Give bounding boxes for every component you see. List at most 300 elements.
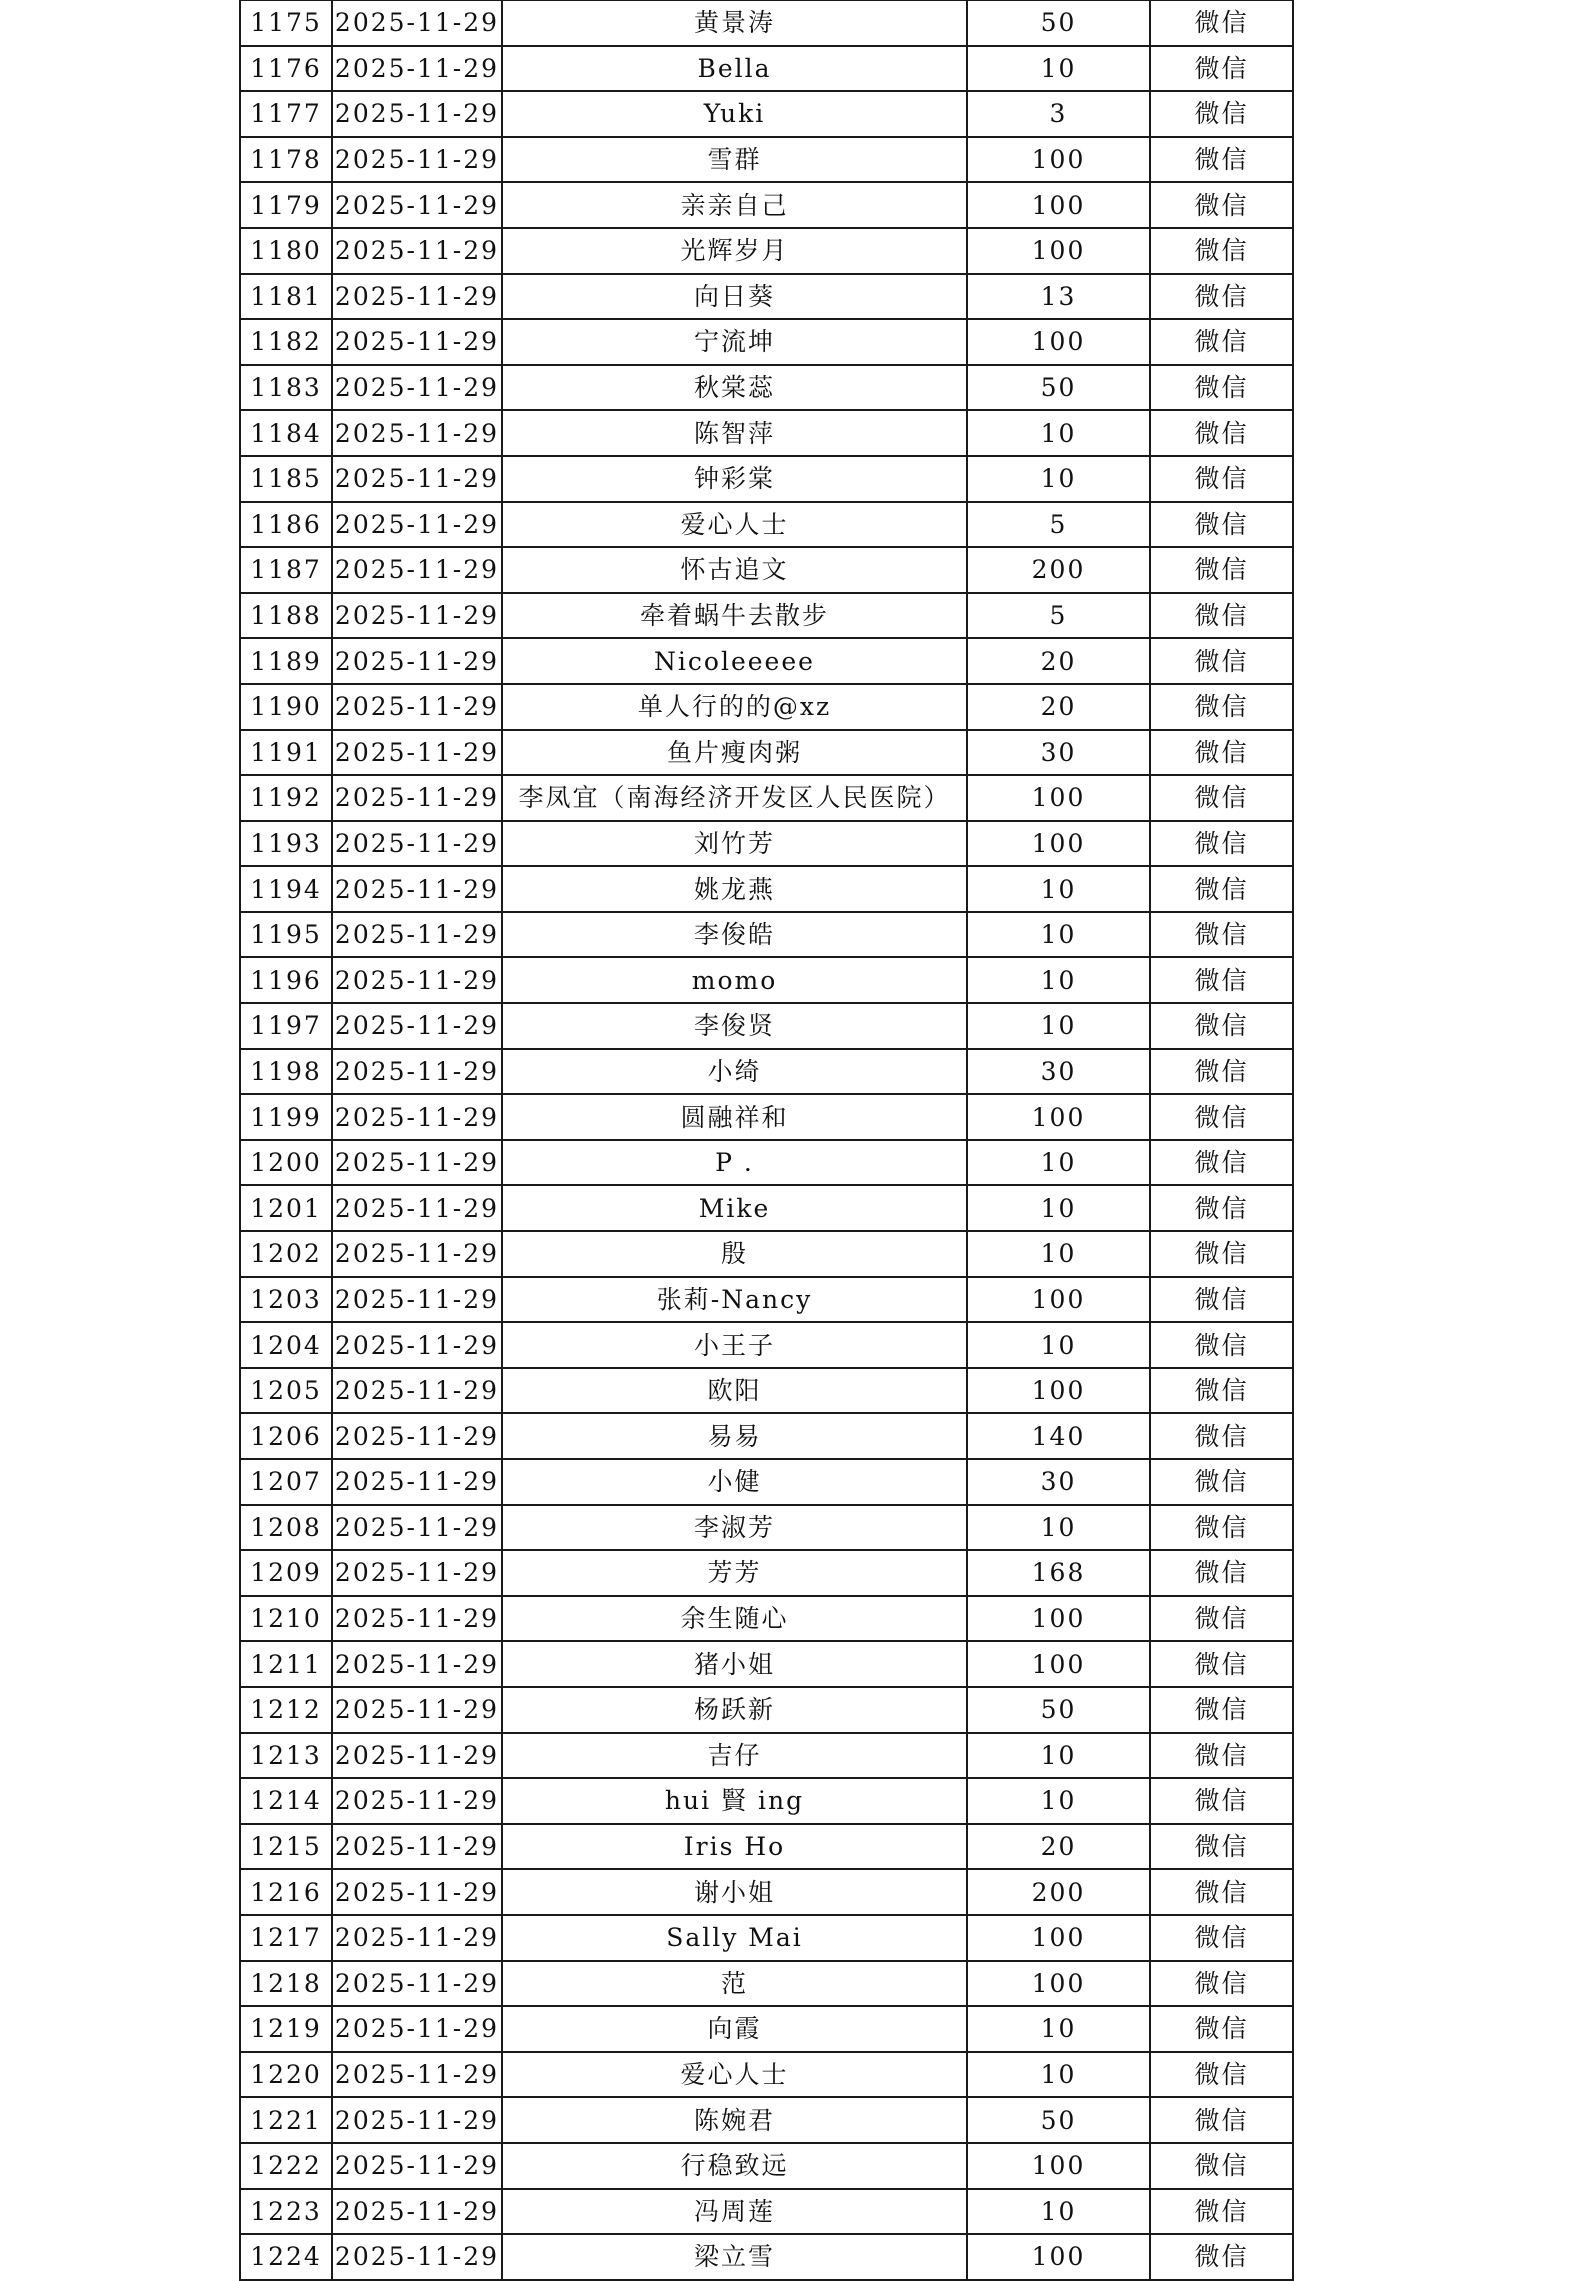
donor-name-cell: 怀古追文 [502, 547, 967, 593]
date-cell: 2025-11-29 [332, 1, 502, 46]
table-row [240, 866, 1293, 912]
donor-name-cell: 鱼片瘦肉粥 [502, 730, 967, 776]
amount-cell: 100 [967, 1094, 1150, 1140]
amount-cell: 13 [967, 274, 1150, 320]
donor-name-cell: Mike [502, 1185, 967, 1231]
donor-name-cell: 冯周莲 [502, 2189, 967, 2235]
amount-cell: 10 [967, 1231, 1150, 1277]
payment-channel-cell: 微信 [1150, 2143, 1293, 2189]
date-cell: 2025-11-29 [332, 1049, 502, 1095]
payment-channel-cell: 微信 [1150, 502, 1293, 548]
table-row [240, 91, 1293, 137]
payment-channel-cell: 微信 [1150, 91, 1293, 137]
date-cell: 2025-11-29 [332, 228, 502, 274]
row-number-cell: 1209 [240, 1550, 332, 1596]
table-row [240, 730, 1293, 776]
amount-cell: 10 [967, 46, 1150, 92]
date-cell: 2025-11-29 [332, 319, 502, 365]
date-cell: 2025-11-29 [332, 1231, 502, 1277]
payment-channel-cell: 微信 [1150, 46, 1293, 92]
row-number-cell: 1212 [240, 1687, 332, 1733]
donor-name-cell: 宁流坤 [502, 319, 967, 365]
date-cell: 2025-11-29 [332, 684, 502, 730]
row-number-cell: 1216 [240, 1869, 332, 1915]
date-cell: 2025-11-29 [332, 547, 502, 593]
row-number-cell: 1206 [240, 1413, 332, 1459]
amount-cell: 30 [967, 1459, 1150, 1505]
row-number-cell: 1221 [240, 2097, 332, 2143]
row-number-cell: 1222 [240, 2143, 332, 2189]
row-number-cell: 1180 [240, 228, 332, 274]
table-row [240, 547, 1293, 593]
table-row [240, 1368, 1293, 1414]
date-cell: 2025-11-29 [332, 365, 502, 411]
donor-name-cell: 李俊皓 [502, 912, 967, 958]
row-number-cell: 1223 [240, 2189, 332, 2235]
amount-cell: 30 [967, 1049, 1150, 1095]
table-row [240, 1185, 1293, 1231]
table-row [240, 1003, 1293, 1049]
row-number-cell: 1213 [240, 1733, 332, 1779]
date-cell: 2025-11-29 [332, 866, 502, 912]
donor-name-cell: 陈智萍 [502, 410, 967, 456]
date-cell: 2025-11-29 [332, 2189, 502, 2235]
donor-name-cell: 行稳致远 [502, 2143, 967, 2189]
row-number-cell: 1197 [240, 1003, 332, 1049]
payment-channel-cell: 微信 [1150, 1869, 1293, 1915]
donor-name-cell: P . [502, 1140, 967, 1186]
amount-cell: 50 [967, 2097, 1150, 2143]
payment-channel-cell: 微信 [1150, 1322, 1293, 1368]
date-cell: 2025-11-29 [332, 1322, 502, 1368]
amount-cell: 100 [967, 2234, 1150, 2280]
payment-channel-cell: 微信 [1150, 1231, 1293, 1277]
row-number-cell: 1198 [240, 1049, 332, 1095]
table-row [240, 319, 1293, 365]
donor-name-cell: 姚龙燕 [502, 866, 967, 912]
row-number-cell: 1211 [240, 1641, 332, 1687]
payment-channel-cell: 微信 [1150, 1915, 1293, 1961]
row-number-cell: 1220 [240, 2052, 332, 2098]
amount-cell: 140 [967, 1413, 1150, 1459]
donation-table-body [240, 1, 1293, 2280]
row-number-cell: 1185 [240, 456, 332, 502]
table-row [240, 1140, 1293, 1186]
amount-cell: 100 [967, 319, 1150, 365]
date-cell: 2025-11-29 [332, 1869, 502, 1915]
payment-channel-cell: 微信 [1150, 2234, 1293, 2280]
payment-channel-cell: 微信 [1150, 456, 1293, 502]
donor-name-cell: 易易 [502, 1413, 967, 1459]
date-cell: 2025-11-29 [332, 2097, 502, 2143]
payment-channel-cell: 微信 [1150, 1094, 1293, 1140]
table-row [240, 1824, 1293, 1870]
table-row [240, 1459, 1293, 1505]
amount-cell: 50 [967, 1, 1150, 46]
amount-cell: 100 [967, 182, 1150, 228]
payment-channel-cell: 微信 [1150, 1596, 1293, 1642]
amount-cell: 100 [967, 821, 1150, 867]
date-cell: 2025-11-29 [332, 730, 502, 776]
amount-cell: 10 [967, 2189, 1150, 2235]
date-cell: 2025-11-29 [332, 1824, 502, 1870]
row-number-cell: 1224 [240, 2234, 332, 2280]
amount-cell: 10 [967, 912, 1150, 958]
date-cell: 2025-11-29 [332, 1961, 502, 2007]
donor-name-cell: 余生随心 [502, 1596, 967, 1642]
donor-name-cell: 圆融祥和 [502, 1094, 967, 1140]
payment-channel-cell: 微信 [1150, 1049, 1293, 1095]
date-cell: 2025-11-29 [332, 1687, 502, 1733]
date-cell: 2025-11-29 [332, 1505, 502, 1551]
donor-name-cell: 猪小姐 [502, 1641, 967, 1687]
table-row [240, 1, 1293, 46]
donor-name-cell: 李淑芳 [502, 1505, 967, 1551]
table-row [240, 2234, 1293, 2280]
donor-name-cell: 吉仔 [502, 1733, 967, 1779]
donor-name-cell: 秋棠蕊 [502, 365, 967, 411]
donor-name-cell: Yuki [502, 91, 967, 137]
donor-name-cell: Iris Ho [502, 1824, 967, 1870]
payment-channel-cell: 微信 [1150, 1277, 1293, 1323]
payment-channel-cell: 微信 [1150, 1824, 1293, 1870]
table-row [240, 410, 1293, 456]
amount-cell: 100 [967, 1596, 1150, 1642]
amount-cell: 100 [967, 1368, 1150, 1414]
date-cell: 2025-11-29 [332, 2143, 502, 2189]
table-row [240, 182, 1293, 228]
table-row [240, 912, 1293, 958]
date-cell: 2025-11-29 [332, 46, 502, 92]
amount-cell: 100 [967, 775, 1150, 821]
donor-name-cell: 芳芳 [502, 1550, 967, 1596]
date-cell: 2025-11-29 [332, 2052, 502, 2098]
date-cell: 2025-11-29 [332, 410, 502, 456]
amount-cell: 200 [967, 547, 1150, 593]
donor-name-cell: 小王子 [502, 1322, 967, 1368]
payment-channel-cell: 微信 [1150, 319, 1293, 365]
table-row [240, 2143, 1293, 2189]
amount-cell: 10 [967, 2052, 1150, 2098]
row-number-cell: 1181 [240, 274, 332, 320]
amount-cell: 200 [967, 1869, 1150, 1915]
amount-cell: 100 [967, 1961, 1150, 2007]
payment-channel-cell: 微信 [1150, 1505, 1293, 1551]
donation-table [239, 0, 1294, 2281]
date-cell: 2025-11-29 [332, 274, 502, 320]
payment-channel-cell: 微信 [1150, 1140, 1293, 1186]
payment-channel-cell: 微信 [1150, 638, 1293, 684]
table-row [240, 456, 1293, 502]
date-cell: 2025-11-29 [332, 821, 502, 867]
payment-channel-cell: 微信 [1150, 1550, 1293, 1596]
table-row [240, 2097, 1293, 2143]
table-row [240, 1915, 1293, 1961]
table-row [240, 775, 1293, 821]
row-number-cell: 1182 [240, 319, 332, 365]
row-number-cell: 1215 [240, 1824, 332, 1870]
amount-cell: 20 [967, 638, 1150, 684]
donor-name-cell: Bella [502, 46, 967, 92]
donor-name-cell: 刘竹芳 [502, 821, 967, 867]
date-cell: 2025-11-29 [332, 1185, 502, 1231]
row-number-cell: 1218 [240, 1961, 332, 2007]
row-number-cell: 1190 [240, 684, 332, 730]
donor-name-cell: 黄景涛 [502, 1, 967, 46]
date-cell: 2025-11-29 [332, 1915, 502, 1961]
date-cell: 2025-11-29 [332, 2234, 502, 2280]
row-number-cell: 1193 [240, 821, 332, 867]
amount-cell: 30 [967, 730, 1150, 776]
payment-channel-cell: 微信 [1150, 866, 1293, 912]
payment-channel-cell: 微信 [1150, 365, 1293, 411]
date-cell: 2025-11-29 [332, 1550, 502, 1596]
date-cell: 2025-11-29 [332, 638, 502, 684]
table-row [240, 1641, 1293, 1687]
table-row [240, 1322, 1293, 1368]
payment-channel-cell: 微信 [1150, 684, 1293, 730]
table-row [240, 1049, 1293, 1095]
date-cell: 2025-11-29 [332, 1596, 502, 1642]
date-cell: 2025-11-29 [332, 957, 502, 1003]
amount-cell: 10 [967, 957, 1150, 1003]
amount-cell: 10 [967, 1003, 1150, 1049]
amount-cell: 10 [967, 1733, 1150, 1779]
table-row [240, 2006, 1293, 2052]
row-number-cell: 1175 [240, 1, 332, 46]
date-cell: 2025-11-29 [332, 1641, 502, 1687]
amount-cell: 100 [967, 228, 1150, 274]
payment-channel-cell: 微信 [1150, 228, 1293, 274]
amount-cell: 10 [967, 1185, 1150, 1231]
donor-name-cell: 单人行的的@xz [502, 684, 967, 730]
table-row [240, 1687, 1293, 1733]
payment-channel-cell: 微信 [1150, 1413, 1293, 1459]
row-number-cell: 1186 [240, 502, 332, 548]
amount-cell: 100 [967, 1915, 1150, 1961]
amount-cell: 50 [967, 365, 1150, 411]
donor-name-cell: 李俊贤 [502, 1003, 967, 1049]
row-number-cell: 1217 [240, 1915, 332, 1961]
amount-cell: 10 [967, 866, 1150, 912]
date-cell: 2025-11-29 [332, 912, 502, 958]
date-cell: 2025-11-29 [332, 1003, 502, 1049]
table-row [240, 137, 1293, 183]
row-number-cell: 1196 [240, 957, 332, 1003]
date-cell: 2025-11-29 [332, 593, 502, 639]
row-number-cell: 1205 [240, 1368, 332, 1414]
amount-cell: 20 [967, 684, 1150, 730]
date-cell: 2025-11-29 [332, 1413, 502, 1459]
donor-name-cell: 小健 [502, 1459, 967, 1505]
date-cell: 2025-11-29 [332, 182, 502, 228]
donor-name-cell: 牵着蜗牛去散步 [502, 593, 967, 639]
table-row [240, 2189, 1293, 2235]
donor-name-cell: 欧阳 [502, 1368, 967, 1414]
row-number-cell: 1178 [240, 137, 332, 183]
date-cell: 2025-11-29 [332, 1277, 502, 1323]
payment-channel-cell: 微信 [1150, 410, 1293, 456]
row-number-cell: 1184 [240, 410, 332, 456]
payment-channel-cell: 微信 [1150, 2189, 1293, 2235]
row-number-cell: 1207 [240, 1459, 332, 1505]
row-number-cell: 1214 [240, 1778, 332, 1824]
donor-name-cell: 张莉-Nancy [502, 1277, 967, 1323]
amount-cell: 10 [967, 1778, 1150, 1824]
table-row [240, 1596, 1293, 1642]
row-number-cell: 1210 [240, 1596, 332, 1642]
donor-name-cell: 向日葵 [502, 274, 967, 320]
table-row [240, 638, 1293, 684]
amount-cell: 50 [967, 1687, 1150, 1733]
donor-name-cell: 杨跃新 [502, 1687, 967, 1733]
date-cell: 2025-11-29 [332, 2006, 502, 2052]
row-number-cell: 1192 [240, 775, 332, 821]
donor-name-cell: 钟彩棠 [502, 456, 967, 502]
amount-cell: 100 [967, 1641, 1150, 1687]
date-cell: 2025-11-29 [332, 456, 502, 502]
amount-cell: 20 [967, 1824, 1150, 1870]
table-row [240, 684, 1293, 730]
table-row [240, 1778, 1293, 1824]
donor-name-cell: 向霞 [502, 2006, 967, 2052]
table-row [240, 593, 1293, 639]
donor-name-cell: 梁立雪 [502, 2234, 967, 2280]
payment-channel-cell: 微信 [1150, 2097, 1293, 2143]
payment-channel-cell: 微信 [1150, 137, 1293, 183]
payment-channel-cell: 微信 [1150, 593, 1293, 639]
payment-channel-cell: 微信 [1150, 547, 1293, 593]
donor-name-cell: hui 賢 ing [502, 1778, 967, 1824]
payment-channel-cell: 微信 [1150, 182, 1293, 228]
payment-channel-cell: 微信 [1150, 775, 1293, 821]
donor-name-cell: 陈婉君 [502, 2097, 967, 2143]
row-number-cell: 1202 [240, 1231, 332, 1277]
payment-channel-cell: 微信 [1150, 730, 1293, 776]
row-number-cell: 1208 [240, 1505, 332, 1551]
amount-cell: 100 [967, 1277, 1150, 1323]
amount-cell: 10 [967, 1505, 1150, 1551]
row-number-cell: 1183 [240, 365, 332, 411]
table-row [240, 1413, 1293, 1459]
payment-channel-cell: 微信 [1150, 1, 1293, 46]
date-cell: 2025-11-29 [332, 91, 502, 137]
table-row [240, 1550, 1293, 1596]
table-row [240, 1277, 1293, 1323]
date-cell: 2025-11-29 [332, 1368, 502, 1414]
table-row [240, 1869, 1293, 1915]
row-number-cell: 1194 [240, 866, 332, 912]
amount-cell: 3 [967, 91, 1150, 137]
donor-name-cell: 光辉岁月 [502, 228, 967, 274]
date-cell: 2025-11-29 [332, 1140, 502, 1186]
amount-cell: 5 [967, 502, 1150, 548]
donor-name-cell: 雪群 [502, 137, 967, 183]
table-row [240, 821, 1293, 867]
table-row [240, 1094, 1293, 1140]
amount-cell: 10 [967, 1140, 1150, 1186]
table-row [240, 274, 1293, 320]
date-cell: 2025-11-29 [332, 775, 502, 821]
date-cell: 2025-11-29 [332, 1778, 502, 1824]
amount-cell: 100 [967, 137, 1150, 183]
row-number-cell: 1177 [240, 91, 332, 137]
amount-cell: 10 [967, 2006, 1150, 2052]
payment-channel-cell: 微信 [1150, 821, 1293, 867]
table-row [240, 1231, 1293, 1277]
table-row [240, 1733, 1293, 1779]
row-number-cell: 1176 [240, 46, 332, 92]
table-row [240, 365, 1293, 411]
table-row [240, 1961, 1293, 2007]
table-row [240, 2052, 1293, 2098]
row-number-cell: 1203 [240, 1277, 332, 1323]
payment-channel-cell: 微信 [1150, 1778, 1293, 1824]
payment-channel-cell: 微信 [1150, 1687, 1293, 1733]
donor-name-cell: 爱心人士 [502, 2052, 967, 2098]
amount-cell: 5 [967, 593, 1150, 639]
table-row [240, 46, 1293, 92]
date-cell: 2025-11-29 [332, 137, 502, 183]
row-number-cell: 1204 [240, 1322, 332, 1368]
donor-name-cell: 谢小姐 [502, 1869, 967, 1915]
donor-name-cell: Sally Mai [502, 1915, 967, 1961]
row-number-cell: 1179 [240, 182, 332, 228]
donor-name-cell: 李凤宜（南海经济开发区人民医院） [502, 775, 967, 821]
table-row [240, 1505, 1293, 1551]
row-number-cell: 1219 [240, 2006, 332, 2052]
payment-channel-cell: 微信 [1150, 1185, 1293, 1231]
amount-cell: 10 [967, 456, 1150, 502]
table-row [240, 228, 1293, 274]
donor-name-cell: 亲亲自己 [502, 182, 967, 228]
amount-cell: 10 [967, 410, 1150, 456]
payment-channel-cell: 微信 [1150, 1459, 1293, 1505]
row-number-cell: 1200 [240, 1140, 332, 1186]
donor-name-cell: 小绮 [502, 1049, 967, 1095]
donor-name-cell: momo [502, 957, 967, 1003]
payment-channel-cell: 微信 [1150, 274, 1293, 320]
donor-name-cell: 殷 [502, 1231, 967, 1277]
donor-name-cell: 爱心人士 [502, 502, 967, 548]
payment-channel-cell: 微信 [1150, 1003, 1293, 1049]
row-number-cell: 1191 [240, 730, 332, 776]
amount-cell: 168 [967, 1550, 1150, 1596]
donor-name-cell: Nicoleeeee [502, 638, 967, 684]
date-cell: 2025-11-29 [332, 502, 502, 548]
row-number-cell: 1187 [240, 547, 332, 593]
table-row [240, 957, 1293, 1003]
row-number-cell: 1199 [240, 1094, 332, 1140]
row-number-cell: 1188 [240, 593, 332, 639]
payment-channel-cell: 微信 [1150, 2006, 1293, 2052]
payment-channel-cell: 微信 [1150, 1733, 1293, 1779]
table-row [240, 502, 1293, 548]
amount-cell: 100 [967, 2143, 1150, 2189]
date-cell: 2025-11-29 [332, 1459, 502, 1505]
payment-channel-cell: 微信 [1150, 1641, 1293, 1687]
donor-name-cell: 范 [502, 1961, 967, 2007]
payment-channel-cell: 微信 [1150, 1961, 1293, 2007]
date-cell: 2025-11-29 [332, 1733, 502, 1779]
date-cell: 2025-11-29 [332, 1094, 502, 1140]
payment-channel-cell: 微信 [1150, 2052, 1293, 2098]
payment-channel-cell: 微信 [1150, 912, 1293, 958]
row-number-cell: 1201 [240, 1185, 332, 1231]
payment-channel-cell: 微信 [1150, 957, 1293, 1003]
row-number-cell: 1195 [240, 912, 332, 958]
amount-cell: 10 [967, 1322, 1150, 1368]
